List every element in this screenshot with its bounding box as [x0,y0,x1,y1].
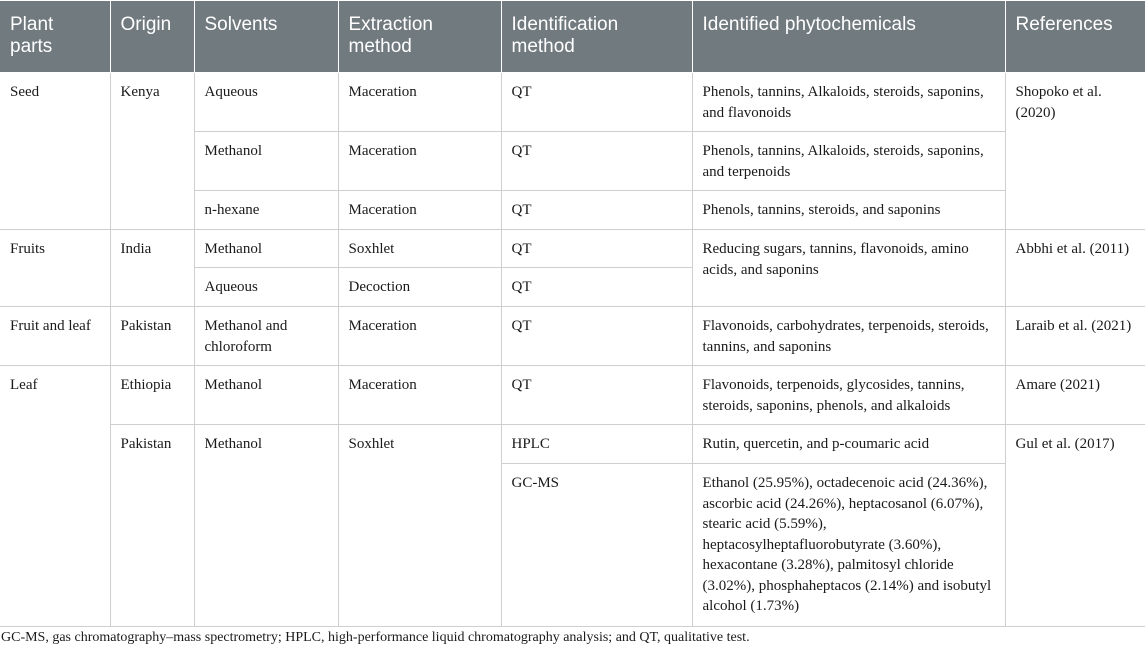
identification-cell: HPLC [501,425,692,464]
extraction-cell: Soxhlet [338,425,501,627]
plant-part-cell: Fruits [0,230,110,307]
origin-cell: India [110,230,194,307]
reference-cell: Shopoko et al. (2020) [1005,73,1145,230]
phytochemicals-cell: Phenols, tannins, Alkaloids, steroids, saponins, and terpenoids [692,132,1005,191]
extraction-cell: Maceration [338,307,501,366]
header-row [0,1,1145,73]
phytochemicals-cell: Ethanol (25.95%), octadecenoic acid (24.36%), ascorbic acid (24.26%), heptacosanol (6.07%), stearic acid (5.59%), heptacosylheptafluorobutyrate (3.60%), hexacontane (3.28%), palmitosyl chloride (3.02%), phosphaheptacos (2.14%) and isobutyl alcohol (1.73%) [692,464,1005,627]
header-origin: Origin [110,1,194,73]
origin-cell: Kenya [110,73,194,230]
solvent-cell: Aqueous [194,73,338,132]
identification-cell: QT [501,268,692,307]
table-row [0,366,1145,425]
plant-part-cell: Fruit and leaf [0,307,110,366]
solvent-cell: Methanol [194,366,338,425]
phytochemicals-cell: Flavonoids, terpenoids, glycosides, tannins, steroids, saponins, phenols, and alkaloids [692,366,1005,425]
table-row [0,307,1145,366]
reference-cell: Gul et al. (2017) [1005,425,1145,627]
header-identified-phytochemicals: Identified phytochemicals [692,1,1005,73]
solvent-cell: Methanol [194,425,338,627]
identification-cell: QT [501,132,692,191]
reference-cell: Abbhi et al. (2011) [1005,230,1145,307]
extraction-cell: Maceration [338,366,501,425]
phytochemicals-cell: Reducing sugars, tannins, flavonoids, amino acids, and saponins [692,230,1005,307]
solvent-cell: n-hexane [194,191,338,230]
reference-cell: Amare (2021) [1005,366,1145,425]
solvent-cell: Aqueous [194,268,338,307]
header-references: References [1005,1,1145,73]
extraction-cell: Maceration [338,73,501,132]
identification-cell: QT [501,230,692,268]
origin-cell: Pakistan [110,425,194,627]
header-extraction-method: Extraction method [338,1,501,73]
reference-cell: Laraib et al. (2021) [1005,307,1145,366]
table-row [0,73,1145,132]
origin-cell: Pakistan [110,307,194,366]
extraction-cell: Maceration [338,191,501,230]
plant-part-cell: Leaf [0,366,110,627]
identification-cell: QT [501,366,692,425]
table-row [0,425,1145,464]
extraction-cell: Decoction [338,268,501,307]
extraction-cell: Soxhlet [338,230,501,268]
header-plant-parts: Plant parts [0,1,110,73]
identification-cell: GC-MS [501,464,692,627]
identification-cell: QT [501,73,692,132]
header-identification-method: Identification method [501,1,692,73]
phytochemicals-cell: Phenols, tannins, Alkaloids, steroids, saponins, and flavonoids [692,73,1005,132]
header-solvents: Solvents [194,1,338,73]
plant-part-cell: Seed [0,73,110,230]
phytochemicals-cell: Phenols, tannins, steroids, and saponins [692,191,1005,230]
table-footnote: GC-MS, gas chromatography–mass spectrometry; HPLC, high-performance liquid chromatography analysis; and QT, qualitative test. [1,630,750,645]
identification-cell: QT [501,191,692,230]
solvent-cell: Methanol [194,132,338,191]
extraction-cell: Maceration [338,132,501,191]
phytochemicals-cell: Flavonoids, carbohydrates, terpenoids, steroids, tannins, and saponins [692,307,1005,366]
identification-cell: QT [501,307,692,366]
phytochemicals-cell: Rutin, quercetin, and p-coumaric acid [692,425,1005,464]
solvent-cell: Methanol [194,230,338,268]
table-row [0,230,1145,268]
origin-cell: Ethiopia [110,366,194,425]
solvent-cell: Methanol and chloroform [194,307,338,366]
